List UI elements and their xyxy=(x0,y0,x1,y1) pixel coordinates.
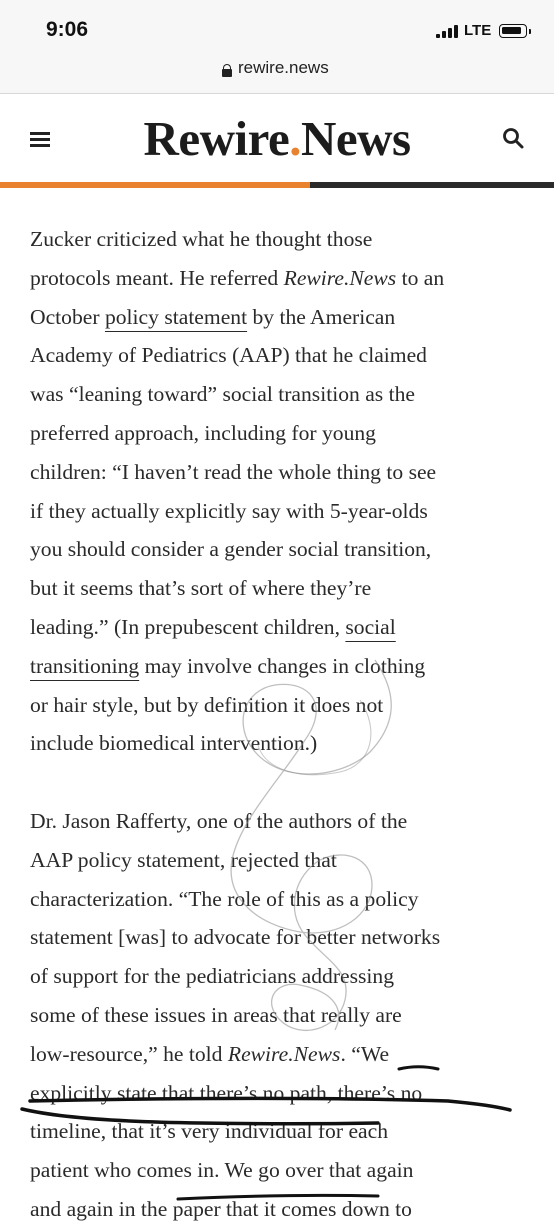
article-body xyxy=(30,220,530,1229)
paragraph xyxy=(30,220,530,763)
text-line: low-resource,” he told Rewire.News. “We xyxy=(30,1041,390,1066)
text-line: Academy of Pediatrics (AAP) that he claimed xyxy=(30,343,427,368)
logo-part1: Rewire xyxy=(143,111,290,166)
text-line: October policy statement by the American xyxy=(30,304,396,329)
text-line: if they actually explicitly say with 5-year-olds xyxy=(30,498,428,523)
header-accent-dark xyxy=(310,182,554,188)
social-transitioning-link-cont[interactable]: transitioning xyxy=(30,653,140,678)
text-line: you should consider a gender social transition, xyxy=(30,537,432,562)
logo-dot: . xyxy=(289,111,301,166)
text-line: statement [was] to advocate for better networks xyxy=(30,925,441,950)
text-line: include biomedical intervention.) xyxy=(30,731,318,756)
text-line: preferred approach, including for young xyxy=(30,420,376,445)
battery-icon xyxy=(499,24,527,38)
network-type: LTE xyxy=(464,22,492,39)
header-accent-orange xyxy=(0,182,310,188)
text-line: AAP policy statement, rejected that xyxy=(30,847,337,872)
url-text[interactable]: rewire.news xyxy=(238,58,329,77)
policy-statement-link[interactable]: policy statement xyxy=(104,304,248,329)
publication-name: Rewire.News xyxy=(227,1041,341,1066)
text-line: some of these issues in areas that really are xyxy=(30,1002,402,1027)
text-line: of support for the pediatricians addressing xyxy=(30,964,394,989)
text-line: protocols meant. He referred Rewire.News to an xyxy=(30,265,445,290)
social-transitioning-link[interactable]: social xyxy=(345,614,396,639)
site-header xyxy=(0,95,554,183)
status-bar xyxy=(0,0,554,52)
signal-icon xyxy=(436,24,460,38)
text-line: or hair style, but by definition it does not xyxy=(30,692,384,717)
text-line: was “leaning toward” social transition as the xyxy=(30,382,415,407)
status-time: 9:06 xyxy=(46,18,89,41)
text-line: Zucker criticized what he thought those xyxy=(30,227,373,251)
lock-icon xyxy=(222,64,232,77)
paragraph xyxy=(30,802,530,1229)
text-line: Dr. Jason Rafferty, one of the authors of the xyxy=(30,808,408,833)
text-line: explicitly state that there’s no path, there’s no xyxy=(30,1080,423,1105)
text-line: characterization. “The role of this as a policy xyxy=(30,886,419,911)
text-line: timeline, that it’s very individual for each xyxy=(30,1119,388,1144)
search-icon[interactable] xyxy=(501,126,525,150)
logo-part2: News xyxy=(300,111,411,166)
paragraph-gap xyxy=(30,763,530,802)
text-line: transitioning may involve changes in clothing xyxy=(30,653,426,678)
publication-name: Rewire.News xyxy=(283,265,397,290)
battery-tip xyxy=(529,29,531,34)
site-logo[interactable] xyxy=(0,110,554,167)
text-line: leading.” (In prepubescent children, social xyxy=(30,614,396,639)
text-line: children: “I haven’t read the whole thing to see xyxy=(30,459,437,484)
text-line: and again in the paper that it comes down to xyxy=(30,1196,412,1221)
text-line: patient who comes in. We go over that again xyxy=(30,1158,414,1183)
text-line: but it seems that’s sort of where they’re xyxy=(30,576,372,601)
